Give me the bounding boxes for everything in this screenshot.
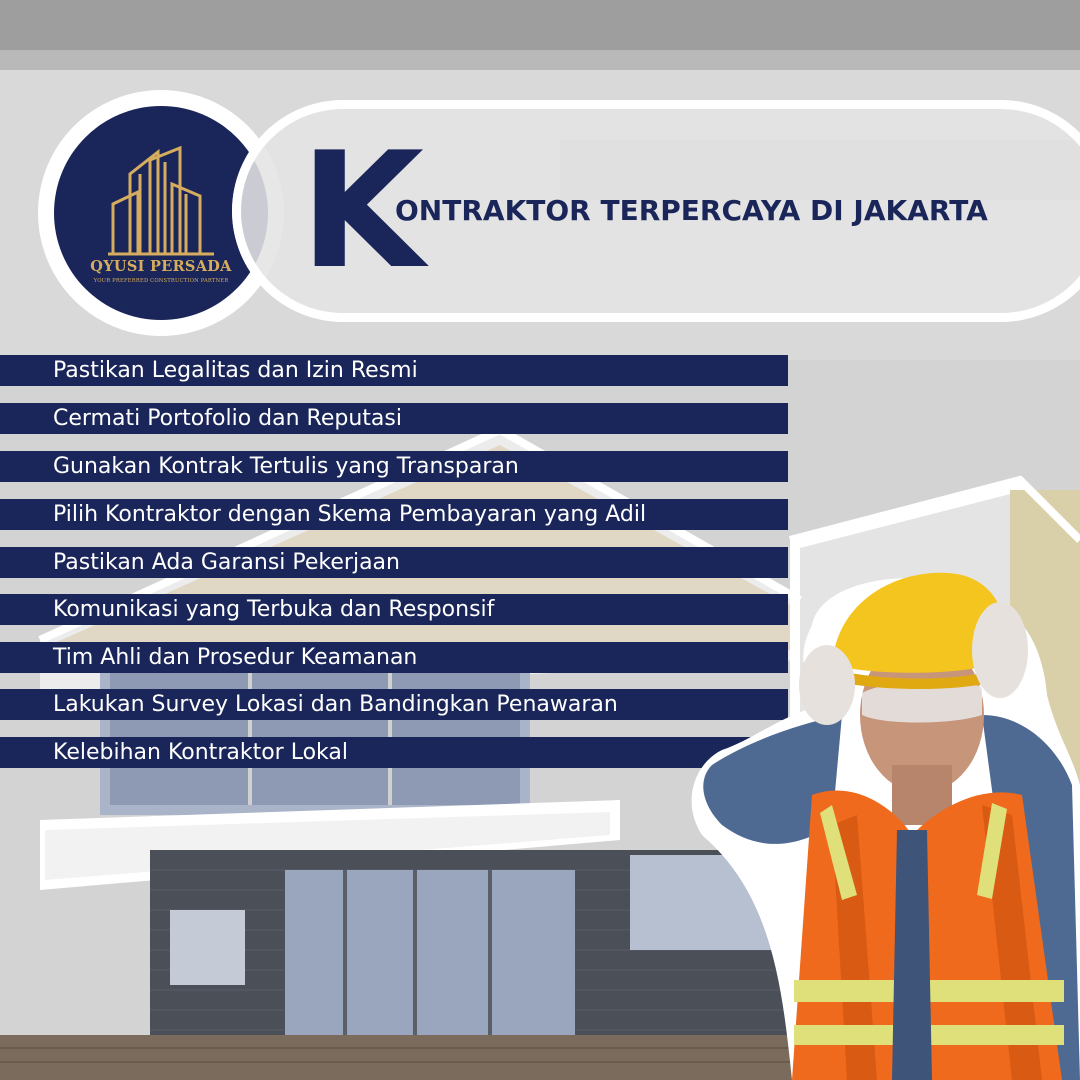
buildings-logo-icon (108, 144, 214, 256)
headline-initial: K (300, 117, 418, 304)
tip-label: Tim Ahli dan Prosedur Keamanan (53, 645, 418, 670)
tip-label: Pastikan Legalitas dan Izin Resmi (53, 358, 418, 383)
tip-label: Lakukan Survey Lokasi dan Bandingkan Penawaran (53, 692, 618, 717)
brand-tagline: YOUR PREFERRED CONSTRUCTION PARTNER (93, 278, 229, 284)
tip-item (0, 355, 788, 386)
tip-label: Pastikan Ada Garansi Pekerjaan (53, 550, 400, 575)
tip-label: Komunikasi yang Terbuka dan Responsif (53, 597, 495, 622)
tip-item (0, 689, 788, 720)
tip-label: Gunakan Kontrak Tertulis yang Transparan (53, 454, 519, 479)
tip-label: Cermati Portofolio dan Reputasi (53, 406, 402, 431)
tip-item (0, 403, 788, 434)
tip-item (0, 547, 788, 578)
tip-item (0, 451, 788, 482)
brand-name: QYUSI PERSADA (90, 258, 232, 275)
construction-worker-icon (682, 565, 1080, 1080)
tip-label: Pilih Kontraktor dengan Skema Pembayaran yang Adil (53, 502, 647, 527)
tip-item (0, 594, 788, 625)
tip-item (0, 737, 788, 768)
headline-text: ONTRAKTOR TERPERCAYA DI JAKARTA (395, 194, 988, 227)
tip-label: Kelebihan Kontraktor Lokal (53, 740, 348, 765)
tip-item (0, 499, 788, 530)
tip-item (0, 642, 788, 673)
